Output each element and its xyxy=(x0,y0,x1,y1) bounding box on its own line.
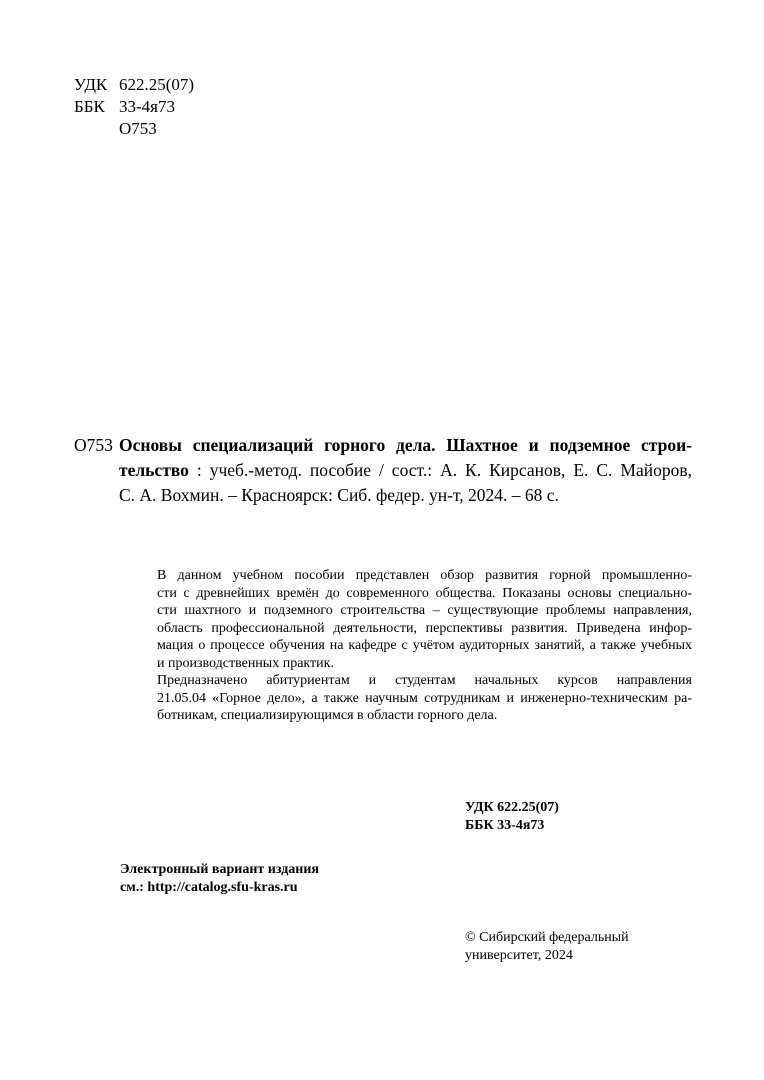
bib-title-line-2: тельство xyxy=(119,460,189,480)
annotation-line: 21.05.04 «Горное дело», а также научным сотрудникам и инженерно-техническим ра- xyxy=(157,690,692,706)
annotation-paragraph-1 xyxy=(120,567,692,672)
electronic-version-label: Электронный вариант издания xyxy=(120,862,319,877)
bib-text xyxy=(119,433,692,508)
annotation-paragraph-2 xyxy=(120,672,692,725)
annotation-line: ботникам, специализирующимся в области горного дела. xyxy=(157,708,498,723)
copyright-line-1: © Сибирский федеральный xyxy=(465,930,629,945)
electronic-version-block xyxy=(120,861,319,897)
copyright-line-2: университет, 2024 xyxy=(465,948,573,963)
bib-author-sign: О753 xyxy=(74,435,113,455)
annotation-line: Предназначено абитуриентам и студентам начальных курсов направления xyxy=(157,673,692,688)
author-sign-row xyxy=(74,118,194,140)
bbk-row xyxy=(74,96,194,118)
annotation-line: В данном учебном пособии представлен обзор развития горной промышленно- xyxy=(157,568,692,583)
udk-label: УДК xyxy=(74,75,108,94)
bottom-udk: УДК 622.25(07) xyxy=(465,800,559,815)
udk-row xyxy=(74,74,194,96)
bbk-label: ББК xyxy=(74,97,105,116)
bib-imprint-line: С. А. Вохмин. – Красноярск: Сиб. федер. ун-т, 2024. – 68 с. xyxy=(119,485,559,505)
bottom-bbk: ББК 33-4я73 xyxy=(465,818,545,833)
bottom-classification-block xyxy=(465,799,559,835)
bibliographic-entry xyxy=(74,433,692,508)
annotation-line: сти с древнейших времён до современного общества. Показаны основы специально- xyxy=(157,585,692,601)
annotation-line: мация о процессе обучения на кафедре с учётом аудиторных занятий, а также учебных xyxy=(157,638,692,653)
udk-value: 622.25(07) xyxy=(119,75,195,94)
bib-title-line-1: Основы специализаций горного дела. Шахтное и подземное строи- xyxy=(119,435,692,455)
bib-line-2 xyxy=(119,458,692,483)
annotation-line: и производственных практик. xyxy=(157,655,334,671)
top-classification-block xyxy=(74,74,194,140)
bbk-value: 33-4я73 xyxy=(119,97,175,116)
catalog-link[interactable]: см.: http://catalog.sfu-kras.ru xyxy=(120,880,298,895)
annotation xyxy=(120,567,692,725)
annotation-line: область профессиональной деятельности, перспективы развития. Приведена инфор- xyxy=(157,620,692,636)
bib-description: : учеб.-метод. пособие / сост.: А. К. Кирсанов, Е. С. Майоров, xyxy=(188,460,692,480)
annotation-line: сти шахтного и подземного строительства – существующие проблемы направления, xyxy=(157,603,692,618)
copyright-block xyxy=(465,929,629,965)
author-sign: О753 xyxy=(119,119,157,138)
